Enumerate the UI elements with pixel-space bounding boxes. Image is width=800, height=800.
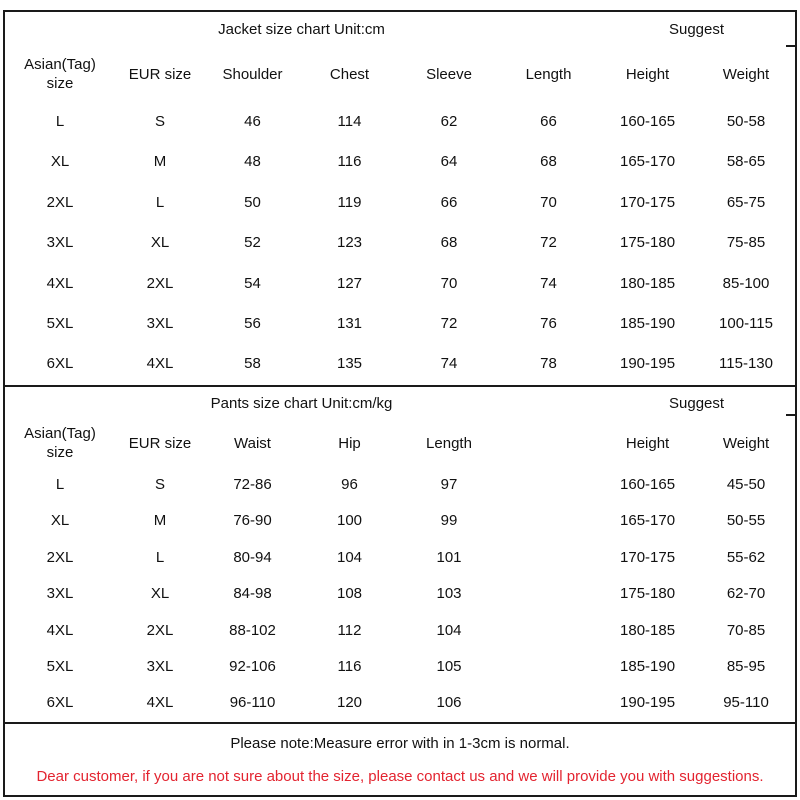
cell: 70 (440, 274, 458, 292)
cell: XL (50, 153, 70, 171)
column-header: Asian(Tag) size (24, 56, 96, 92)
table-row (5, 345, 795, 385)
cell: 50 (244, 193, 261, 211)
table-row (5, 540, 795, 576)
table-row (5, 102, 795, 142)
cell: 104 (336, 548, 363, 566)
cell: 2XL (46, 193, 74, 211)
jacket-suggest-header: Suggest (668, 20, 725, 38)
cell: 97 (440, 475, 458, 493)
cell: 50-55 (726, 512, 766, 530)
pants-section (5, 385, 795, 722)
cell (499, 613, 598, 649)
cell: 165-170 (620, 512, 676, 530)
pants-suggest-divider-tick (786, 414, 795, 416)
column-header: Height (625, 65, 670, 83)
cell (499, 540, 598, 576)
cell: 95-110 (723, 694, 769, 712)
cell (499, 686, 598, 722)
cell: 78 (540, 355, 557, 373)
cell: 65-75 (726, 193, 766, 211)
cell: 4XL (146, 694, 174, 712)
table-row (5, 649, 795, 685)
cell: 2XL (46, 548, 74, 566)
cell: 45-50 (726, 475, 766, 493)
cell: 127 (336, 274, 363, 292)
cell: 2XL (146, 621, 174, 639)
column-header: Sleeve (426, 65, 472, 83)
table-row (5, 142, 795, 182)
cell: 180-185 (620, 621, 676, 639)
cell: 74 (540, 274, 557, 292)
cell: 76 (540, 314, 557, 332)
cell: 160-165 (620, 475, 676, 493)
table-row (5, 467, 795, 503)
cell (499, 467, 598, 503)
cell: 165-170 (620, 153, 676, 171)
cell: 112 (337, 621, 362, 639)
cell: 3XL (46, 585, 74, 603)
cell: 103 (436, 585, 462, 603)
cell: 92-106 (229, 657, 276, 675)
cell: 56 (244, 314, 261, 332)
column-header: Shoulder (222, 65, 283, 83)
cell: 70 (540, 193, 557, 211)
cell: 100 (336, 512, 363, 530)
cell: 175-180 (620, 234, 676, 252)
cell: M (153, 512, 167, 530)
table-row (5, 503, 795, 539)
cell: 170-175 (620, 548, 676, 566)
cell (499, 576, 598, 612)
pants-table-title: Pants size chart Unit:cm/kg (210, 394, 393, 412)
cell: 2XL (146, 274, 174, 292)
cell: 72 (540, 234, 557, 252)
customer-note: Dear customer, if you are not sure about the size, please contact us and we will provide you with suggestions. (36, 768, 764, 785)
cell: 120 (336, 694, 363, 712)
cell: 131 (336, 314, 363, 332)
pants-size-table (5, 387, 795, 722)
column-header: Asian(Tag) size (24, 425, 96, 461)
cell: XL (150, 234, 170, 252)
column-header: Weight (722, 65, 770, 83)
cell: 72-86 (233, 475, 272, 493)
cell: 70-85 (726, 621, 766, 639)
cell: 100-115 (719, 314, 773, 332)
cell: S (154, 475, 165, 493)
jacket-table-title: Jacket size chart Unit:cm (218, 20, 385, 38)
cell: L (55, 112, 65, 130)
cell: 180-185 (620, 274, 676, 292)
table-row (5, 183, 795, 223)
cell: 50-58 (726, 112, 766, 130)
cell: 54 (244, 274, 261, 292)
cell: 4XL (46, 274, 74, 292)
cell: 3XL (46, 234, 74, 252)
cell: XL (150, 585, 170, 603)
cell: 74 (440, 355, 458, 373)
cell: 5XL (46, 314, 74, 332)
cell: 4XL (146, 355, 174, 373)
jacket-size-table (5, 12, 795, 385)
column-header: Hip (338, 434, 361, 452)
column-header (499, 421, 598, 467)
cell: 66 (440, 193, 458, 211)
cell: 3XL (146, 657, 174, 675)
cell: 66 (540, 112, 557, 130)
cell: 75-85 (726, 234, 766, 252)
table-row (5, 686, 795, 722)
column-header: EUR size (128, 434, 192, 452)
column-header: Chest (329, 65, 370, 83)
cell: 72 (440, 314, 458, 332)
table-row (5, 223, 795, 263)
cell: 62-70 (726, 585, 766, 603)
pants-suggest-header: Suggest (669, 394, 725, 412)
cell: 88-102 (229, 621, 276, 639)
cell: 170-175 (620, 193, 676, 211)
cell: 99 (440, 512, 458, 530)
pants-column-header-row (5, 421, 795, 467)
cell: 84-98 (233, 585, 272, 603)
cell: 106 (436, 694, 462, 712)
cell: 85-100 (722, 274, 770, 292)
jacket-suggest-divider-tick (786, 45, 795, 47)
outer-frame (3, 10, 797, 797)
cell: 114 (337, 112, 362, 130)
column-header: Length (426, 434, 472, 452)
cell: 52 (244, 234, 261, 252)
table-row (5, 576, 795, 612)
cell: 68 (540, 153, 557, 171)
cell: M (153, 153, 167, 171)
jacket-table-body (5, 102, 795, 385)
cell: XL (50, 512, 70, 530)
cell: 68 (440, 234, 458, 252)
cell: S (154, 112, 165, 130)
cell: 190-195 (620, 694, 676, 712)
cell: 116 (337, 153, 362, 171)
cell: 46 (244, 112, 261, 130)
jacket-section (5, 12, 795, 385)
cell: 58 (244, 355, 261, 373)
cell: 4XL (46, 621, 74, 639)
cell: 185-190 (620, 657, 676, 675)
column-header: Waist (234, 434, 271, 452)
cell: 175-180 (620, 585, 676, 603)
cell: 64 (440, 153, 458, 171)
cell: 96-110 (229, 694, 276, 712)
table-row (5, 613, 795, 649)
cell: L (55, 475, 65, 493)
cell: 62 (440, 112, 458, 130)
cell: 116 (337, 657, 362, 675)
table-row (5, 264, 795, 304)
pants-table-body (5, 467, 795, 722)
cell: 115-130 (719, 355, 773, 373)
cell: 58-65 (726, 153, 766, 171)
cell: 185-190 (620, 314, 676, 332)
cell (499, 649, 598, 685)
cell: 108 (336, 585, 363, 603)
cell (499, 503, 598, 539)
cell: L (155, 193, 165, 211)
cell: 96 (341, 475, 358, 493)
cell: 5XL (46, 657, 74, 675)
cell: 80-94 (233, 548, 272, 566)
cell: 101 (436, 548, 462, 566)
cell: 6XL (46, 694, 74, 712)
measure-note: Please note:Measure error with in 1-3cm is normal. (230, 735, 570, 752)
jacket-column-header-row (5, 48, 795, 102)
column-header: Height (625, 434, 670, 452)
jacket-title-row (5, 12, 795, 48)
table-row (5, 304, 795, 344)
cell: 55-62 (726, 548, 766, 566)
cell: 48 (244, 153, 261, 171)
notes-section (5, 722, 795, 795)
cell: L (155, 548, 165, 566)
cell: 104 (436, 621, 462, 639)
cell: 190-195 (620, 355, 676, 373)
column-header: Weight (722, 434, 770, 452)
column-header: Length (525, 65, 572, 83)
cell: 85-95 (726, 657, 766, 675)
cell: 119 (337, 193, 362, 211)
cell: 160-165 (620, 112, 676, 130)
column-header: EUR size (128, 65, 192, 83)
cell: 105 (436, 657, 462, 675)
cell: 76-90 (233, 512, 272, 530)
cell: 6XL (46, 355, 74, 373)
cell: 3XL (146, 314, 174, 332)
cell: 135 (336, 355, 363, 373)
cell: 123 (336, 234, 363, 252)
pants-title-row (5, 387, 795, 421)
